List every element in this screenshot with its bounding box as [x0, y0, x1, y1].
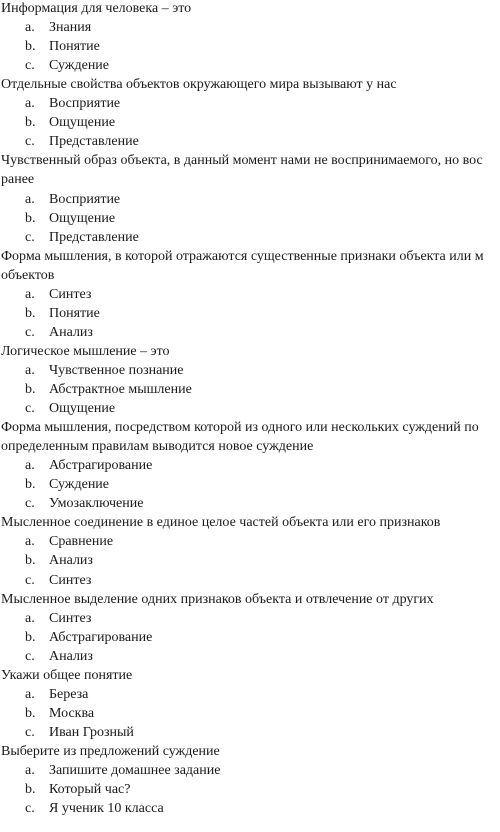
option-text: Иван Грозный: [49, 724, 134, 740]
question-4-text-line-1: Форма мышления, в которой отражаются существенные признаки объекта или м: [1, 248, 484, 264]
option-letter: c.: [25, 134, 35, 150]
question-5-text-line-1: Логическое мышление – это: [1, 343, 170, 359]
option-text: Сравнение: [49, 534, 114, 550]
option-letter: b.: [25, 782, 36, 798]
question-6-option-2: [25, 475, 109, 494]
question-8-text-line-1: Мысленное выделение одних признаков объекта и отвлечение от других: [1, 591, 434, 607]
option-text: Чувственное познание: [49, 362, 184, 378]
question-1-text-line-1: Информация для человека – это: [1, 1, 192, 16]
question-7-option-3: [25, 571, 91, 590]
option-letter: a.: [25, 286, 35, 302]
question-2-option-3: [25, 132, 139, 151]
option-letter: a.: [25, 191, 35, 207]
option-letter: b.: [25, 382, 36, 397]
option-letter: b.: [25, 553, 36, 569]
question-6-option-1: [25, 456, 152, 475]
question-3-option-1: [25, 190, 120, 209]
option-text: Восприятие: [49, 96, 121, 112]
option-letter: a.: [25, 96, 35, 112]
option-text: Москва: [49, 705, 95, 721]
question-1-option-3: [25, 56, 109, 75]
option-letter: b.: [25, 210, 36, 226]
option-letter: a.: [25, 686, 35, 702]
question-3-text-line-1: Чувственный образ объекта, в данный момент нами не воспринимаемого, но вос: [1, 153, 483, 169]
option-letter: a.: [25, 362, 35, 378]
question-4-option-2: [25, 304, 100, 323]
option-text: Синтез: [49, 572, 92, 588]
option-letter: b.: [25, 115, 36, 131]
question-7-option-2: [25, 551, 93, 570]
option-text: Синтез: [49, 286, 92, 302]
question-7-text-line-1: Мысленное соединение в единое целое частей объекта или его признаков: [1, 515, 441, 531]
option-letter: b.: [25, 39, 36, 55]
option-letter: b.: [25, 305, 36, 321]
question-9-option-1: [25, 685, 88, 704]
option-text: Анализ: [49, 324, 93, 340]
option-letter: a.: [25, 763, 35, 778]
option-text: Анализ: [49, 648, 93, 664]
option-text: Абстрагирование: [49, 629, 153, 645]
question-5-option-1: [25, 361, 184, 380]
option-text: Ощущение: [49, 115, 116, 131]
option-letter: a.: [25, 20, 35, 36]
option-text: Понятие: [49, 39, 100, 55]
option-text: Абстрагирование: [49, 458, 153, 474]
question-10-text-line-1: Выберите из предложений суждение: [1, 743, 220, 759]
option-text: Ощущение: [49, 401, 116, 417]
option-letter: c.: [25, 724, 35, 740]
option-text: Знания: [49, 20, 92, 36]
option-letter: c.: [25, 229, 35, 245]
question-6-text-line-2: определенным правилам выводится новое суждение: [1, 439, 314, 455]
option-letter: b.: [25, 477, 36, 493]
question-2-option-1: [25, 94, 120, 113]
option-letter: a.: [25, 534, 35, 550]
question-3-option-2: [25, 209, 115, 228]
question-3-option-3: [25, 228, 139, 247]
option-letter: a.: [25, 610, 35, 626]
question-2-text-line-1: Отдельные свойства объектов окружающего мира вызывают у нас: [1, 77, 397, 93]
question-5-option-2: [25, 380, 192, 399]
question-10-option-1: [25, 761, 220, 780]
option-text: Представление: [49, 229, 139, 245]
question-3-text-line-2: ранее: [1, 172, 35, 188]
option-text: Который час?: [49, 782, 131, 798]
option-text: Я ученик 10 класса: [49, 801, 164, 817]
option-text: Умозаключение: [49, 496, 144, 512]
option-letter: c.: [25, 324, 35, 340]
question-4-text-line-2: объектов: [1, 267, 55, 283]
question-10-option-2: [25, 780, 130, 799]
question-5-option-3: [25, 399, 115, 418]
option-text: Анализ: [49, 553, 93, 569]
option-letter: c.: [25, 801, 35, 817]
option-letter: c.: [25, 401, 35, 417]
option-letter: c.: [25, 648, 35, 664]
question-9-text-line-1: Укажи общее понятие: [1, 667, 133, 683]
question-7-option-1: [25, 532, 113, 551]
option-text: Восприятие: [49, 191, 121, 207]
option-text: Представление: [49, 134, 139, 150]
question-8-option-1: [25, 609, 91, 628]
option-text: Понятие: [49, 305, 100, 321]
question-2-option-2: [25, 113, 115, 132]
question-1-option-1: [25, 18, 91, 37]
option-text: Суждение: [49, 58, 110, 74]
question-10-option-3: [25, 799, 164, 818]
option-text: Береза: [49, 686, 89, 702]
question-8-option-2: [25, 628, 152, 647]
option-text: Ощущение: [49, 210, 116, 226]
option-letter: c.: [25, 572, 35, 588]
option-letter: c.: [25, 496, 35, 512]
question-4-option-3: [25, 323, 93, 342]
option-text: Запишите домашнее задание: [49, 763, 221, 778]
question-6-text-line-1: Форма мышления, посредством которой из одного или нескольких суждений по: [1, 420, 479, 436]
question-9-option-3: [25, 723, 134, 742]
option-letter: c.: [25, 58, 35, 74]
option-text: Синтез: [49, 610, 92, 626]
question-6-option-3: [25, 494, 143, 513]
option-letter: a.: [25, 458, 35, 474]
question-8-option-3: [25, 647, 93, 666]
question-9-option-2: [25, 704, 94, 723]
option-text: Абстрактное мышление: [49, 382, 192, 397]
question-4-option-1: [25, 285, 91, 304]
question-1-option-2: [25, 37, 100, 56]
option-letter: b.: [25, 629, 36, 645]
option-letter: b.: [25, 705, 36, 721]
option-text: Суждение: [49, 477, 110, 493]
